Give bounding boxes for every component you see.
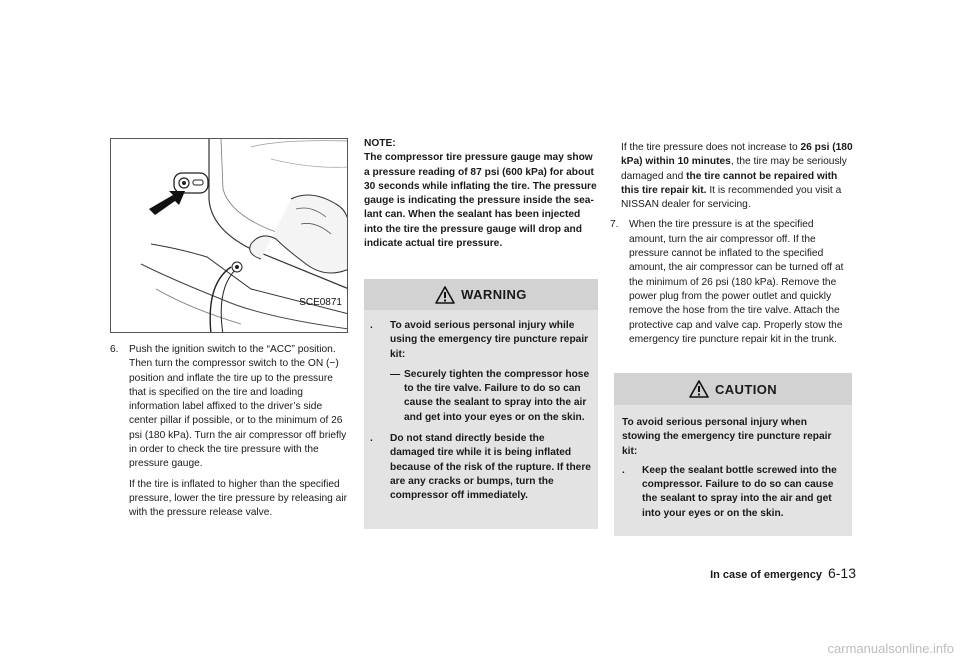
pressure-text-e: It is recommended you visit a NISSAN dealer for servicing. <box>621 184 842 211</box>
page-footer <box>612 565 856 581</box>
dash-mark: — <box>390 368 401 380</box>
step-6-text: Push the ignition switch to the “ACC” position. Then turn the compressor switch to the ON (−) position and inflate the tire up to the pressure that is specified on the tire and loading information label affixed to the driver’s side center pillar if possible, or to the minimum of 26 psi (180 kPa). Turn the air compressor off briefly in order to check the tire pressure with the pressure gauge. <box>129 344 347 470</box>
warning-sub-item-text: Securely tighten the compressor hose to the tire valve. Failure to do so can cause the sealant to spray into the air and get into your eyes or on the skin. <box>404 368 590 423</box>
pressure-text-a: If the tire pressure does not increase to <box>621 142 801 153</box>
pressure-text-b: 26 psi (180 kPa) within 10 minutes <box>621 142 853 168</box>
caution-bullet-1 <box>622 464 846 521</box>
pressure-paragraph <box>610 141 853 212</box>
column-2 <box>364 137 598 251</box>
warning-title: WARNING <box>461 287 527 302</box>
warning-header <box>364 279 598 310</box>
caution-title: CAUTION <box>714 381 778 397</box>
pressure-text-c: , the tire may be seriously damaged and <box>621 156 847 182</box>
warning-bullet-1 <box>370 319 592 425</box>
section-title: In case of emergency <box>710 569 822 581</box>
arrow-right-icon <box>149 191 185 215</box>
step-6-followup: If the tire is inflated to higher than the specified pressure, lower the tire pressure by releasing air with the pressure release valve. <box>129 478 347 519</box>
page-number: 6-13 <box>827 565 856 581</box>
figure-code-text: SCE0871 <box>299 297 342 308</box>
warning-sub-item <box>390 368 592 425</box>
caution-bullet-1-text: Keep the sealant bottle screwed into the compressor. Failure to do so can cause the sealant to spray into the air and get into your eyes or on the skin. <box>642 464 837 519</box>
step-6 <box>110 343 350 472</box>
warning-bullet-1-text: To avoid serious personal injury while using the emergency tire puncture repair kit: <box>390 320 589 360</box>
caution-triangle-icon <box>689 380 709 398</box>
pressure-text-d: the tire cannot be repaired with this tire repair kit. <box>621 170 838 196</box>
ignition-button-icon <box>174 173 208 193</box>
step-7-number: 7. <box>610 219 619 231</box>
step-7 <box>610 218 853 347</box>
note-text: NOTE: The compressor tire pressure gauge may show a pressure reading of 87 psi (600 kPa) for about 30 seconds while inflating the tire. The pressure gauge is indicating the pressure inside the sea-lant can. When the sealant has been injected into the tire the pressure gauge will drop and indicate actual tire pressure. <box>364 138 597 250</box>
caution-header <box>614 373 852 405</box>
caution-body <box>622 416 846 528</box>
step-7-text: When the tire pressure is at the specified amount, turn the air compressor off. If the pressure cannot be inflated to the specified amount, the air compressor can be turned off at the minimum of 26 psi (180 kPa). Remove the power plug from the power outlet and quickly remove the hose from the tire valve. Attach the protective cap and valve cap. Properly stow the emergency tire puncture repair kit in the trunk. <box>629 219 844 345</box>
column-1 <box>110 343 350 521</box>
bullet-mark: . <box>370 320 373 331</box>
caution-intro: To avoid serious personal injury when stowing the emergency tire puncture repair kit: <box>622 417 832 457</box>
warning-body <box>370 319 592 511</box>
bullet-mark: . <box>622 464 625 476</box>
step-6-number: 6. <box>110 344 119 355</box>
bullet-mark: . <box>370 433 373 445</box>
warning-bullet-2-text: Do not stand directly beside the damaged tire while it is being inflated because of the risk of the rupture. If there are any cracks or bumps, turn the compressor off immediately. <box>390 433 591 502</box>
figure-code <box>110 297 348 308</box>
column-3 <box>610 141 853 347</box>
warning-triangle-icon <box>435 286 455 304</box>
watermark: carmanualsonline.info <box>827 641 954 656</box>
warning-bullet-2 <box>370 432 592 503</box>
